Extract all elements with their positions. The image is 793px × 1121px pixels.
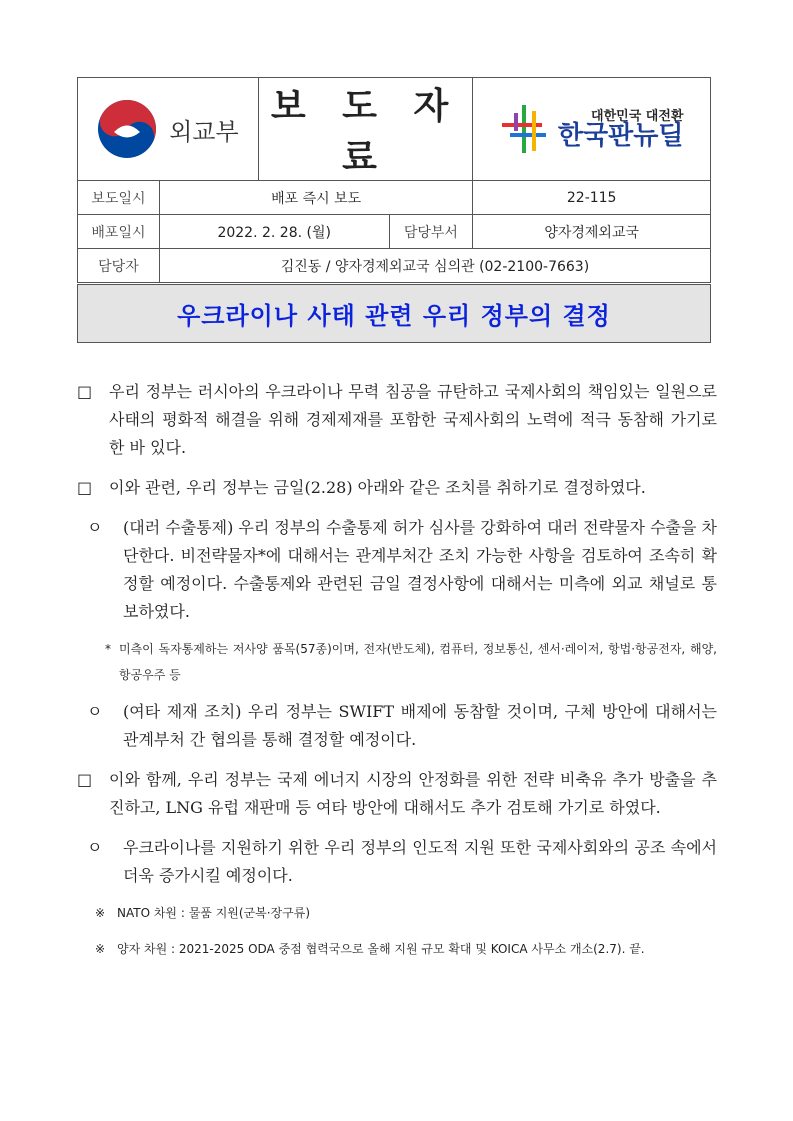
- dist-value: 2022. 2. 28. (월): [159, 215, 389, 249]
- reference-mark-icon: ※: [95, 942, 106, 956]
- note-1-text: NATO 차원 : 물품 지원(군복·장구류): [117, 906, 311, 920]
- footnote: [77, 636, 717, 688]
- reference-mark-icon: ※: [95, 906, 106, 920]
- doc-type-title: 보 도 자 료: [270, 86, 461, 178]
- dept-label: 담당부서: [389, 215, 473, 249]
- paragraph-3: [77, 766, 717, 822]
- doc-type-cell: [258, 78, 473, 181]
- newdeal-title: 한국판뉴딜: [557, 120, 684, 151]
- headline-box: [77, 284, 711, 343]
- bullet-1-text: (대러 수출통제) 우리 정부의 수출통제 허가 심사를 강화하여 대러 전략물자 수출을 차단한다. 비전략물자*에 대해서는 관계부처간 조치 가능한 사항을 검토하여 조속히 확정할 예정이다. 수출통제와 관련된 금일 결정사항에 대해서는 미측에 외교 채널로 통보하였다.: [123, 518, 717, 621]
- paragraph-2-text: 이와 관련, 우리 정부는 금일(2.28) 아래와 같은 조치를 취하기로 결정하였다.: [109, 478, 646, 497]
- note-2: [77, 936, 717, 962]
- bullet-3: [77, 834, 717, 890]
- circle-bullet-icon: ㅇ: [87, 518, 103, 537]
- note-2-text: 양자 차원 : 2021-2025 ODA 중점 협력국으로 올해 지원 규모 확대 및 KOICA 사무소 개소(2.7). 끝.: [117, 942, 645, 956]
- headline: 우크라이나 사태 관련 우리 정부의 결정: [177, 302, 611, 330]
- contact-label: 담당자: [78, 249, 160, 283]
- newdeal-logo-icon: [500, 103, 552, 155]
- bullet-2: [77, 698, 717, 754]
- box-bullet-icon: □: [77, 770, 93, 789]
- box-bullet-icon: □: [77, 382, 93, 401]
- footnote-text: 미측이 독자통제하는 저사양 품목(57종)이며, 전자(반도체), 컴퓨터, 정보통신, 센서·레이저, 항법·항공전자, 해양, 항공우주 등: [119, 642, 717, 682]
- paragraph-1: [77, 378, 717, 462]
- doc-number: 22-115: [473, 181, 711, 215]
- header-table: [77, 77, 711, 283]
- paragraph-2: [77, 474, 717, 502]
- newdeal-logo-cell: [473, 78, 711, 181]
- paragraph-3-text: 이와 함께, 우리 정부는 국제 에너지 시장의 안정화를 위한 전략 비축유 추가 방출을 추진하고, LNG 유럽 재판매 등 여타 방안에 대해서도 추가 검토해 가기로 하였다.: [109, 770, 717, 817]
- ministry-logo-cell: [78, 78, 259, 181]
- bullet-3-text: 우크라이나를 지원하기 위한 우리 정부의 인도적 지원 또한 국제사회와의 공조 속에서 더욱 증가시킬 예정이다.: [123, 838, 717, 885]
- contact-value: 김진동 / 양자경제외교국 심의관 (02-2100-7663): [159, 249, 710, 283]
- release-label: 보도일시: [78, 181, 160, 215]
- distribution-row: [78, 215, 711, 249]
- taeguk-emblem-icon: [97, 99, 157, 159]
- dept-value: 양자경제외교국: [473, 215, 711, 249]
- newdeal-subtitle: 대한민국 대전환: [591, 108, 684, 124]
- bullet-2-text: (여타 제재 조치) 우리 정부는 SWIFT 배제에 동참할 것이며, 구체 방안에 대해서는 관계부처 간 협의를 통해 결정할 예정이다.: [123, 702, 717, 749]
- footnote-marker: *: [105, 642, 111, 656]
- release-row: [78, 181, 711, 215]
- paragraph-1-text: 우리 정부는 러시아의 우크라이나 무력 침공을 규탄하고 국제사회의 책임있는 일원으로 사태의 평화적 해결을 위해 경제제재를 포함한 국제사회의 노력에 적극 동참해 가기로 한 바 있다.: [109, 382, 717, 457]
- circle-bullet-icon: ㅇ: [87, 702, 103, 721]
- circle-bullet-icon: ㅇ: [87, 838, 103, 857]
- ministry-name: 외교부: [169, 117, 239, 146]
- dist-label: 배포일시: [78, 215, 160, 249]
- note-1: [77, 900, 717, 926]
- contact-row: [78, 249, 711, 283]
- box-bullet-icon: □: [77, 478, 93, 497]
- bullet-1: [77, 514, 717, 626]
- press-body: [77, 378, 717, 962]
- release-value: 배포 즉시 보도: [159, 181, 472, 215]
